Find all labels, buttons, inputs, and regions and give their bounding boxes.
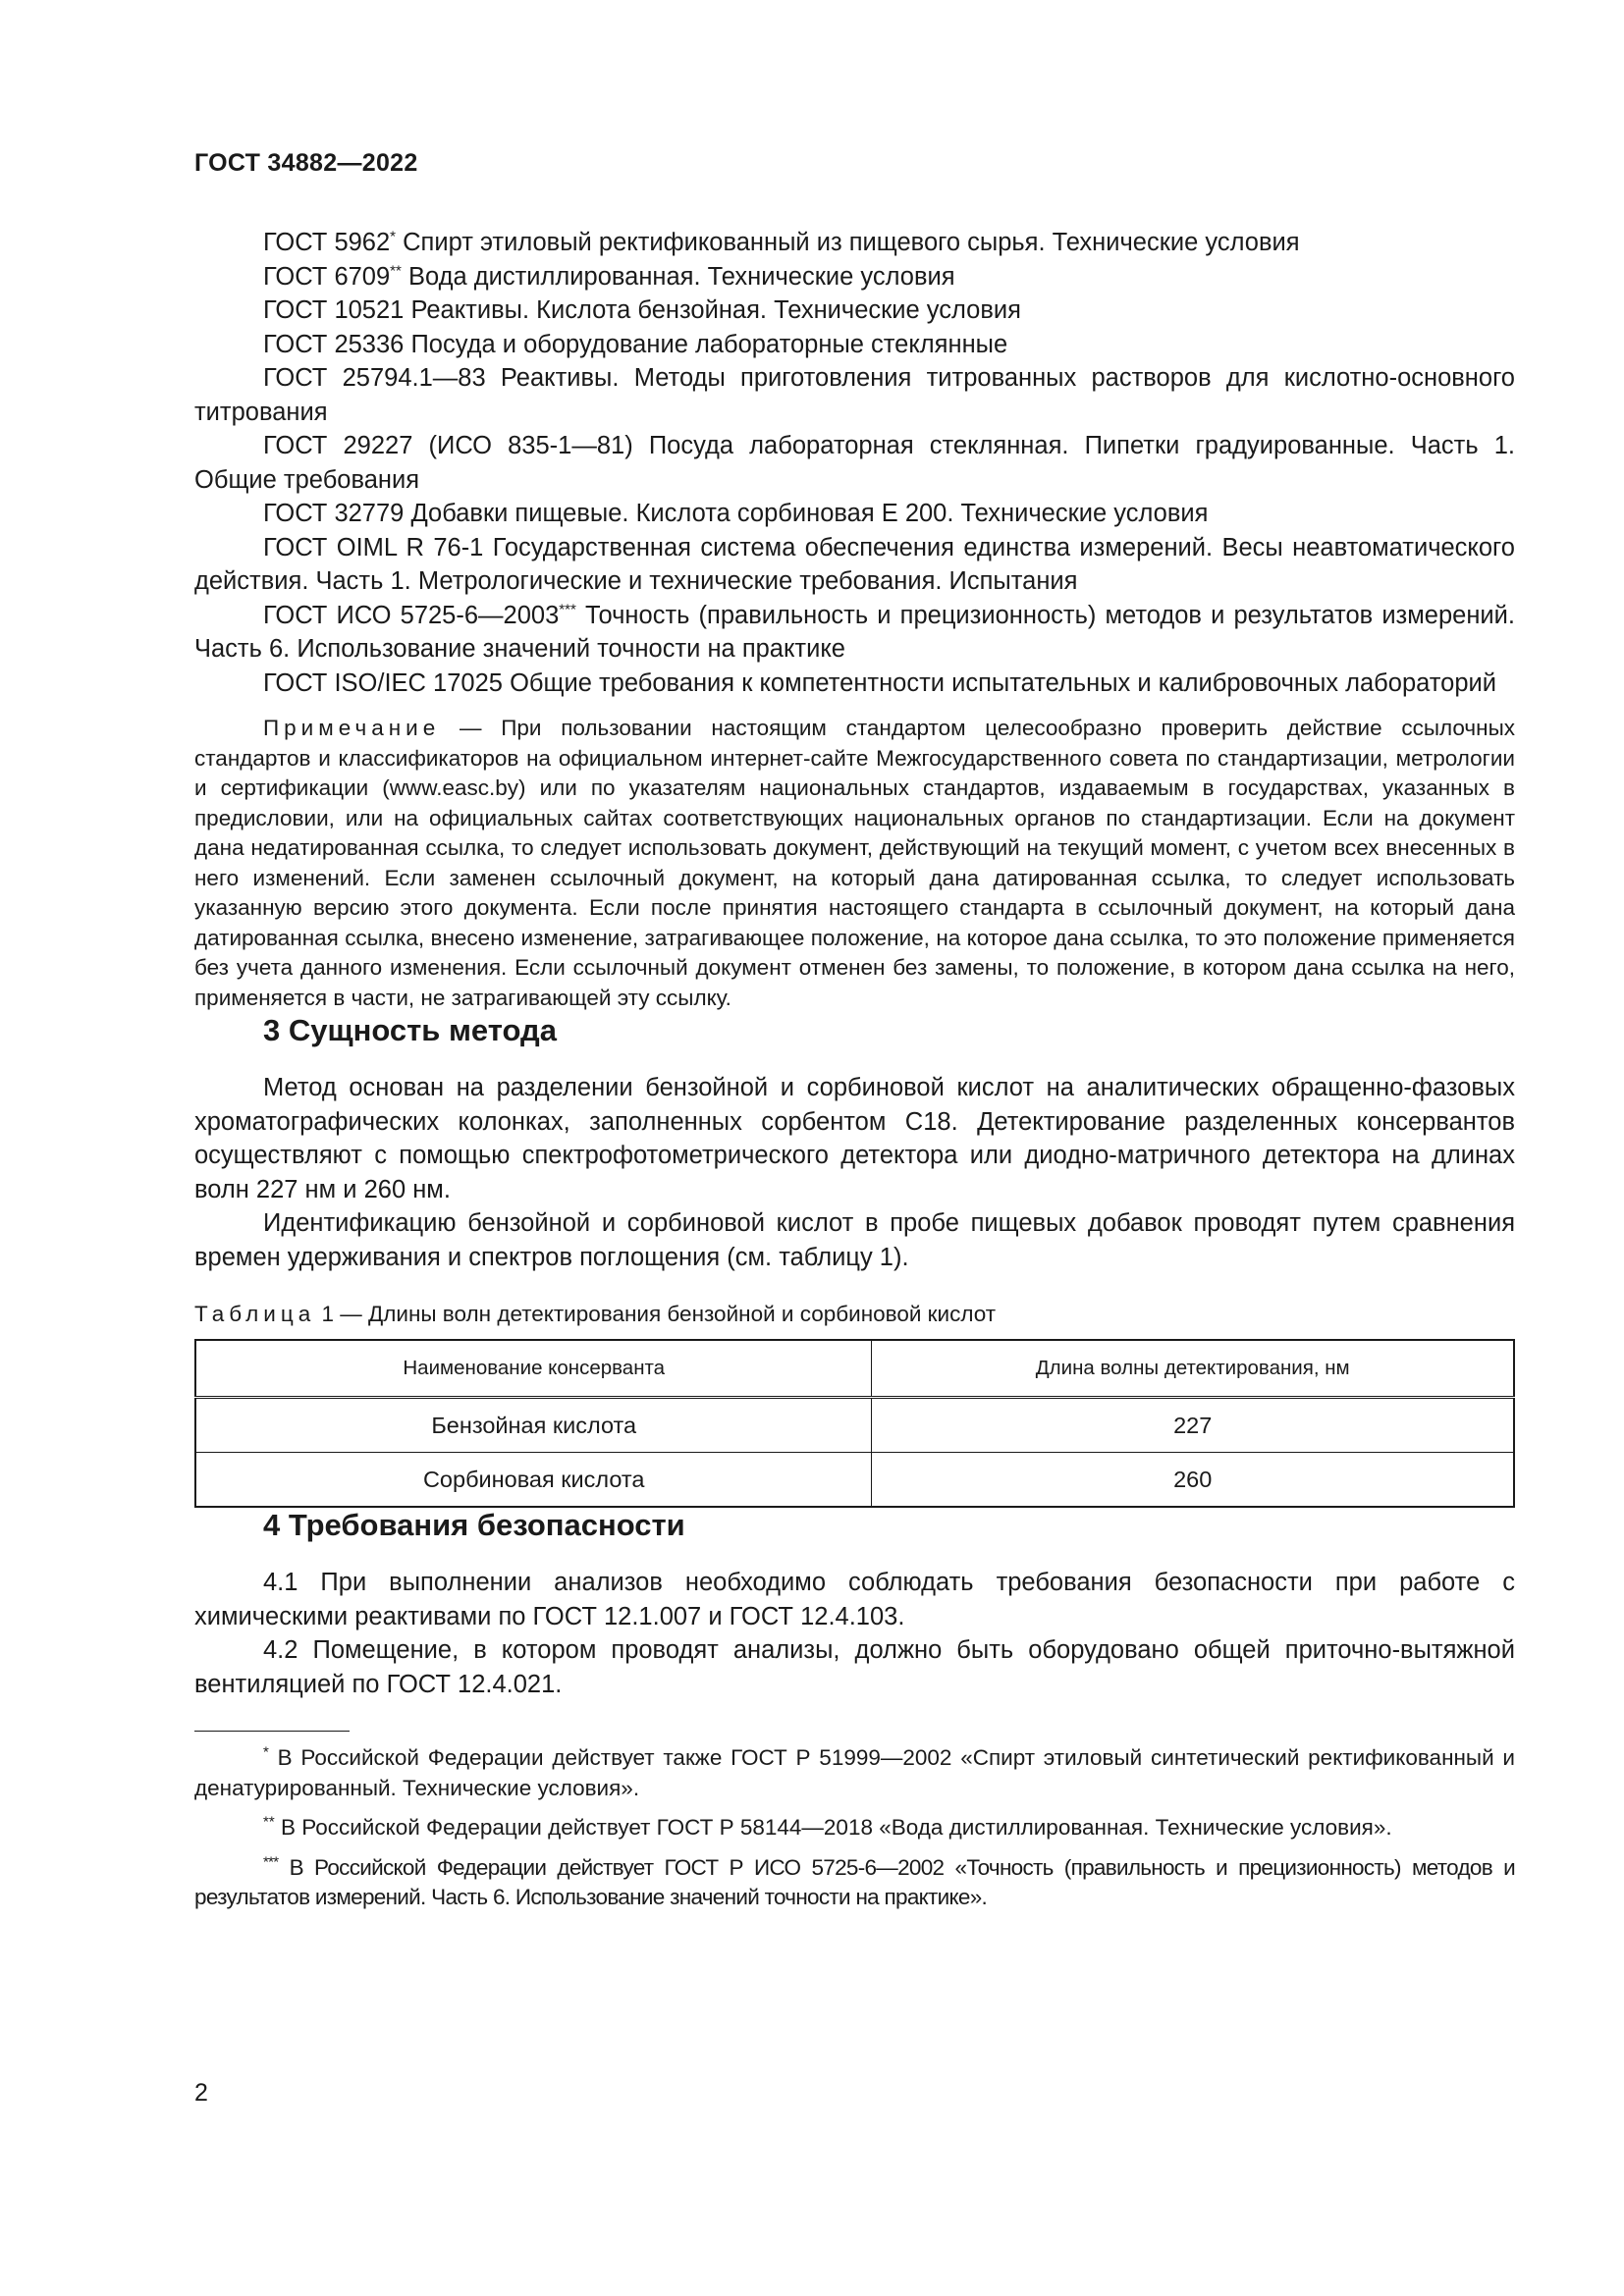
table-cell-wavelength: 260 [872, 1453, 1514, 1508]
reference-item [194, 361, 1515, 429]
normative-references-list [194, 226, 1515, 700]
reference-title: Точность (правильность и прецизионность) методов и результатов измерений. Часть 6. Использование значений точности на практике [194, 601, 1515, 663]
table-row [195, 1398, 1514, 1453]
footnote [194, 1853, 1515, 1913]
table-caption [194, 1302, 1515, 1327]
reference-code: ГОСТ 5962 [263, 229, 391, 256]
reference-title: Посуда и оборудование лабораторные стеклянные [410, 330, 1008, 358]
paragraph: Идентификацию бензойной и сорбиновой кислот в пробе пищевых добавок проводят путем сравнения времен удерживания и спектров поглощения (см. таблицу 1). [194, 1209, 1515, 1271]
reference-code: ГОСТ 6709 [263, 262, 391, 291]
reference-item [194, 429, 1515, 497]
note-label: Примечание [263, 716, 441, 740]
reference-title: Добавки пищевые. Кислота сорбиновая Е 200. Технические условия [410, 500, 1209, 527]
table-header-row [195, 1340, 1514, 1398]
footnote-mark: * [390, 228, 397, 245]
table-row [195, 1453, 1514, 1508]
section-4-body [194, 1566, 1515, 1701]
reference-item [194, 328, 1515, 362]
page-number: 2 [194, 2079, 208, 2107]
footnote-mark: *** [263, 1853, 279, 1870]
reference-code: ГОСТ ИСО 5725-6—2003 [263, 601, 560, 629]
footnote-text: В Российской Федерации действует также ГОСТ Р 51999—2002 «Спирт этиловый синтетический ректификованный и денатурированный. Технические условия». [194, 1745, 1515, 1800]
reference-item [194, 260, 1515, 294]
footnote-mark: ** [263, 1813, 275, 1831]
footnote-mark: * [263, 1743, 269, 1761]
reference-title: Реактивы. Кислота бензойная. Технические условия [410, 296, 1021, 324]
reference-code: ГОСТ 10521 [263, 296, 405, 324]
page-content [194, 226, 1515, 1913]
reference-code: ГОСТ OIML R 76-1 [263, 533, 484, 561]
footnote-text: В Российской Федерации действует ГОСТ Р 58144—2018 «Вода дистиллированная. Технические условия». [280, 1815, 1392, 1840]
reference-item [194, 497, 1515, 531]
reference-title: Спирт этиловый ректификованный из пищевого сырья. Технические условия [403, 229, 1300, 256]
reference-item [194, 294, 1515, 328]
reference-code: ГОСТ 25336 [263, 330, 405, 358]
paragraph: 4.2 Помещение, в котором проводят анализы, должно быть оборудовано общей приточно-вытяжной вентиляцией по ГОСТ 12.4.021. [194, 1636, 1515, 1698]
reference-title: Реактивы. Методы приготовления титрованных растворов для кислотно-основного титрования [194, 364, 1515, 426]
reference-title: Государственная система обеспечения единства измерений. Весы неавтоматического действия. Часть 1. Метрологические и технические требования. Испытания [194, 533, 1515, 595]
table-cell-name: Бензойная кислота [195, 1398, 872, 1453]
table-cell-wavelength: 227 [872, 1398, 1514, 1453]
reference-item [194, 226, 1515, 260]
section-4-title: 4 Требования безопасности [263, 1508, 685, 1542]
section-3-title: 3 Сущность метода [263, 1013, 557, 1047]
footnote-text: В Российской Федерации действует ГОСТ Р ИСО 5725-6—2002 «Точность (правильность и прецизионность) методов и результатов измерений. Часть 6. Использование значений точности на практике». [194, 1854, 1515, 1909]
column-header-preservative: Наименование консерванта [195, 1340, 872, 1398]
reference-title: Общие требования к компетентности испытательных и калибровочных лабораторий [510, 668, 1497, 697]
document-header: ГОСТ 34882—2022 [194, 149, 418, 177]
footnote [194, 1743, 1515, 1803]
footnote-mark: *** [559, 601, 576, 617]
table-caption-text: 1 — Длины волн детектирования бензойной и сорбиновой кислот [321, 1302, 997, 1326]
footnote [194, 1813, 1515, 1843]
reference-code: ГОСТ 32779 [263, 500, 405, 527]
wavelength-table [194, 1339, 1515, 1508]
reference-item [194, 531, 1515, 599]
reference-code: ГОСТ ISO/IEC 17025 [263, 668, 503, 697]
table-label: Таблица [194, 1302, 316, 1326]
note-text: — При пользовании настоящим стандартом целесообразно проверить действие ссылочных стандартов и классификаторов на официальном интернет-сайте Межгосударственного совета по стандартизации, метрологии и сертификации (www.easc.by) или по указателям национальных стандартов, издаваемым в государствах, указанных в предисловии, или на официальных сайтах соответствующих национальных органов по стандартизации. Если на документ дана недатированная ссылка, то следует использовать документ, действующий на текущий момент, с учетом всех внесенных в него изменений. Если заменен ссылочный документ, на который дана датированная ссылка, то следует использовать указанную версию этого документа. Если после принятия настоящего стандарта в ссылочный документ, на который дана датированная ссылка, внесено изменение, затрагивающее положение, на которое дана ссылка, то это положение применяется без учета данного изменения. Если ссылочный документ отменен без замены, то положение, в котором дана ссылка на него, применяется в части, не затрагивающей эту ссылку. [194, 716, 1515, 1010]
footnote-divider [194, 1731, 350, 1732]
reference-title: Вода дистиллированная. Технические условия [407, 262, 955, 291]
reference-code: ГОСТ 29227 (ИСО 835-1—81) [263, 432, 633, 459]
reference-code: ГОСТ 25794.1—83 [263, 364, 486, 392]
reference-title: Посуда лабораторная стеклянная. Пипетки градуированные. Часть 1. Общие требования [194, 432, 1515, 494]
paragraph: Метод основан на разделении бензойной и сорбиновой кислот на аналитических обращенно-фазовых хроматографических колонках, заполненных сорбентом С18. Детектирование разделенных консервантов осуществляют с помощью спектрофотометрического детектора или диодно-матричного детектора на длинах волн 227 нм и 260 нм. [194, 1074, 1515, 1203]
reference-item [194, 667, 1515, 701]
table-cell-name: Сорбиновая кислота [195, 1453, 872, 1508]
references-note [194, 714, 1515, 1013]
section-3-body [194, 1071, 1515, 1274]
reference-item [194, 599, 1515, 667]
column-header-wavelength: Длина волны детектирования, нм [872, 1340, 1514, 1398]
footnote-mark: ** [390, 262, 402, 279]
paragraph: 4.1 При выполнении анализов необходимо соблюдать требования безопасности при работе с химическими реактивами по ГОСТ 12.1.007 и ГОСТ 12.4.103. [194, 1569, 1515, 1630]
